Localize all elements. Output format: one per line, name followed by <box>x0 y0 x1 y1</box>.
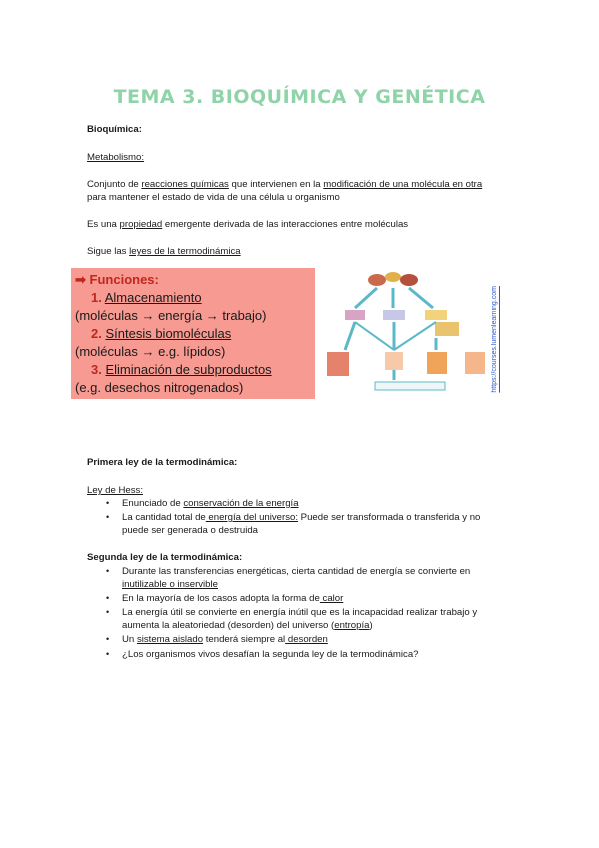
second-law-item-3-line2 <box>122 620 373 632</box>
text-span: que intervienen en la <box>228 179 324 190</box>
second-law-item-1-line2: inutilizable o inservible <box>122 579 218 590</box>
second-law-item-5: ¿Los organismos vivos desafían la segunda ley de la termodinámica? <box>122 649 419 660</box>
paragraph-definition <box>87 179 482 191</box>
functions-panel <box>71 268 315 399</box>
bullet-icon: • <box>106 607 110 617</box>
underlined-term: conservación de la energía <box>183 498 299 509</box>
underlined-term: energía del universo: <box>205 512 299 523</box>
arrow-icon: ➡ <box>75 272 86 287</box>
item-detail: (e.g. desechos nitrogenados) <box>75 380 244 395</box>
paragraph-property <box>87 219 408 231</box>
text-span: aumenta la aleatoriedad (desorden) del universo ( <box>122 620 335 631</box>
metabolismo-heading: Metabolismo: <box>87 152 145 163</box>
item-number: 1. <box>91 290 102 305</box>
underlined-term: calor <box>319 593 344 604</box>
text-span: tenderá siempre al <box>203 634 286 645</box>
text-span: Puede ser transformada o transferida y no <box>298 512 481 523</box>
metabolism-diagram <box>315 268 501 399</box>
item-label: Almacenamiento <box>104 290 202 305</box>
text-span: En la mayoría de los casos adopta la forma de <box>122 593 320 604</box>
hess-item-1 <box>122 498 299 510</box>
bullet-icon: • <box>106 498 110 508</box>
second-law-item-4 <box>122 634 328 646</box>
text-span: Enunciado de <box>122 498 184 509</box>
text-span: Es una <box>87 219 120 230</box>
text-span: ) <box>369 620 373 631</box>
bullet-icon: • <box>106 649 110 659</box>
item-label: Eliminación de subproductos <box>105 362 272 377</box>
text-span: emergente derivada de las interacciones entre moléculas <box>162 219 409 230</box>
hess-item-2 <box>122 512 480 524</box>
function-item-2 <box>91 326 231 342</box>
text-span: Sigue las <box>87 246 130 257</box>
bullet-icon: • <box>106 593 110 603</box>
hess-law-heading: Ley de Hess: <box>87 485 143 496</box>
item-detail: (moléculas → energía → trabajo) <box>75 308 267 323</box>
second-law-item-2 <box>122 593 343 605</box>
bullet-icon: • <box>106 512 110 522</box>
function-item-3-detail <box>75 380 243 396</box>
underlined-term: desorden <box>285 634 328 645</box>
hess-item-2-line2: puede ser generada o destruida <box>122 525 259 536</box>
first-law-heading: Primera ley de la termodinámica: <box>87 457 238 468</box>
functions-heading-text: Funciones: <box>89 272 159 287</box>
item-number: 2. <box>91 326 102 341</box>
function-item-1 <box>91 290 202 306</box>
second-law-item-3: La energía útil se convierte en energía inútil que es la incapacidad realizar trabajo y <box>122 607 478 618</box>
item-detail: (moléculas → e.g. lípidos) <box>75 344 226 359</box>
second-law-heading: Segunda ley de la termodinámica: <box>87 552 243 563</box>
second-law-item-1: Durante las transferencias energéticas, cierta cantidad de energía se convierte en <box>122 566 471 577</box>
underlined-term: propiedad <box>119 219 163 230</box>
underlined-term: reacciones químicas <box>141 179 229 190</box>
functions-figure <box>71 268 501 399</box>
underlined-term: leyes de la termodinámica <box>129 246 241 257</box>
bioquimica-heading: Bioquímica: <box>87 124 142 135</box>
page-title: TEMA 3. BIOQUÍMICA Y GENÉTICA <box>113 86 486 108</box>
paragraph-laws <box>87 246 241 258</box>
function-item-2-detail <box>75 344 225 360</box>
bullet-icon: • <box>106 634 110 644</box>
function-item-3 <box>91 362 272 378</box>
text-span: Un <box>122 634 137 645</box>
text-span: Conjunto de <box>87 179 142 190</box>
item-number: 3. <box>91 362 102 377</box>
paragraph-definition-line2: para mantener el estado de vida de una célula u organismo <box>87 192 340 203</box>
bullet-icon: • <box>106 566 110 576</box>
function-item-1-detail <box>75 308 266 324</box>
source-url: https://courses.lumenlearning.com <box>491 286 498 393</box>
text-span: La cantidad total de <box>122 512 206 523</box>
metabolism-diagram-image <box>315 268 501 399</box>
underlined-term: entropía <box>334 620 370 631</box>
underlined-term: sistema aislado <box>136 634 204 645</box>
underlined-term: modificación de una molécula en otra <box>323 179 483 190</box>
functions-heading <box>75 272 159 288</box>
item-label: Síntesis biomoléculas <box>105 326 232 341</box>
